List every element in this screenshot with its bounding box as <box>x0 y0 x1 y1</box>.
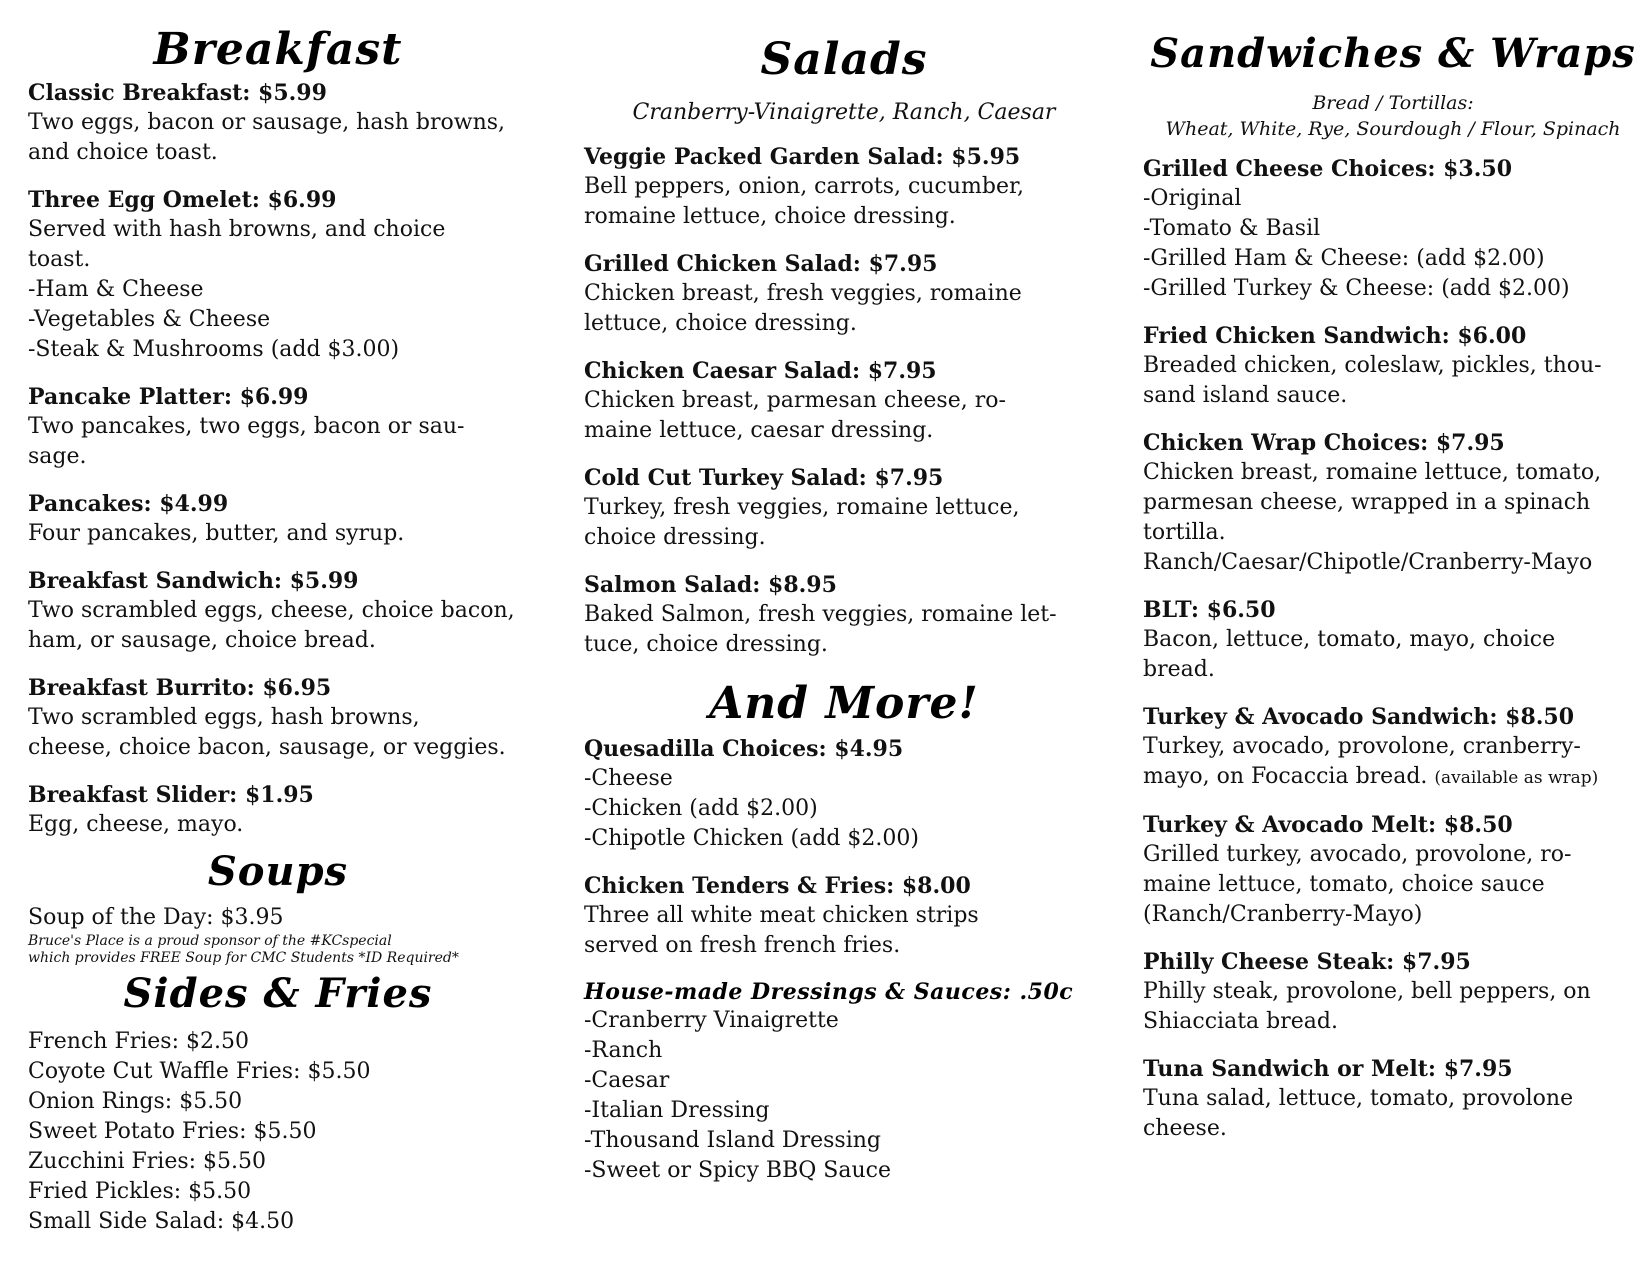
dressing-item: -Sweet or Spicy BBQ Sauce <box>584 1158 891 1183</box>
menu-item <box>28 78 528 168</box>
menu-item-line: Turkey, avocado, provolone, cranberry- <box>1143 734 1581 759</box>
menu-item-name: Breakfast Sandwich: $5.99 <box>28 568 359 594</box>
sides-heading: Sides & Fries <box>123 970 433 1017</box>
side-item: Sweet Potato Fries: $5.50 <box>28 1119 317 1144</box>
menu-item-name: Pancakes: $4.99 <box>28 491 229 517</box>
soup-note-1: Bruce's Place is a proud sponsor of the #KCspecial <box>28 933 392 949</box>
more-list <box>584 734 1104 961</box>
soup-of-the-day: Soup of the Day: $3.95 <box>28 905 284 930</box>
menu-item-line: -Original <box>1143 186 1242 211</box>
menu-item-line: ham, or sausage, choice bread. <box>28 628 376 653</box>
side-item: Small Side Salad: $4.50 <box>28 1209 295 1234</box>
menu-item-line: Two pancakes, two eggs, bacon or sau- <box>28 414 465 439</box>
salads-column <box>584 0 1104 1186</box>
menu-item-name: Turkey & Avocado Melt: $8.50 <box>1143 812 1513 838</box>
menu-item <box>28 489 528 549</box>
menu-item <box>28 185 528 365</box>
side-item: Coyote Cut Waffle Fries: $5.50 <box>28 1059 371 1084</box>
menu-item <box>28 566 528 656</box>
bread-options: Wheat, White, Rye, Sourdough / Flour, Spinach <box>1165 118 1621 140</box>
menu-item-line: sand island sauce. <box>1143 383 1348 408</box>
menu-item-name: Classic Breakfast: $5.99 <box>28 80 327 106</box>
menu-item-line: -Vegetables & Cheese <box>28 307 271 332</box>
salads-heading: Salads <box>760 34 928 85</box>
menu-item-name: Turkey & Avocado Sandwich: $8.50 <box>1143 704 1575 730</box>
salads-list <box>584 142 1104 660</box>
menu-item-line: -Ham & Cheese <box>28 277 204 302</box>
menu-item-line: choice dressing. <box>584 525 766 550</box>
menu-item-name: Chicken Caesar Salad: $7.95 <box>584 358 937 384</box>
menu-item-line: -Chicken (add $2.00) <box>584 796 818 821</box>
menu-item-name: BLT: $6.50 <box>1143 597 1276 623</box>
dressing-item: -Italian Dressing <box>584 1098 770 1123</box>
menu-item-name: Breakfast Burrito: $6.95 <box>28 675 332 701</box>
menu-item-line: -Tomato & Basil <box>1143 216 1321 241</box>
soup-note-2: which provides FREE Soup for CMC Students *ID Required* <box>28 950 459 966</box>
menu-item-name: Veggie Packed Garden Salad: $5.95 <box>584 144 1021 170</box>
menu-item <box>584 734 1104 854</box>
menu-item-line: Turkey, fresh veggies, romaine lettuce, <box>584 495 1020 520</box>
menu-item-line: -Steak & Mushrooms (add $3.00) <box>28 337 400 362</box>
menu-item-name: Grilled Chicken Salad: $7.95 <box>584 251 938 277</box>
menu-item-line: Bacon, lettuce, tomato, mayo, choice <box>1143 627 1556 652</box>
sides-list <box>28 1027 528 1237</box>
breakfast-list <box>28 78 528 840</box>
menu-item <box>584 142 1104 232</box>
menu-item-line: Breaded chicken, coleslaw, pickles, thou- <box>1143 353 1602 378</box>
menu-item <box>1143 810 1643 930</box>
dressing-item: -Caesar <box>584 1068 670 1093</box>
side-item: Onion Rings: $5.50 <box>28 1089 243 1114</box>
side-item: Zucchini Fries: $5.50 <box>28 1149 267 1174</box>
menu-item-line: Two scrambled eggs, cheese, choice bacon, <box>28 598 515 623</box>
menu-item-line: Egg, cheese, mayo. <box>28 812 244 837</box>
salads-subtitle: Cranberry-Vinaigrette, Ranch, Caesar <box>632 100 1056 125</box>
side-item: French Fries: $2.50 <box>28 1029 249 1054</box>
dressings-heading: House-made Dressings & Sauces: .50c <box>584 979 1074 1005</box>
menu-item-line: -Chipotle Chicken (add $2.00) <box>584 826 919 851</box>
menu-item <box>28 780 528 840</box>
dressing-item: -Ranch <box>584 1038 663 1063</box>
menu-item-line <box>1143 762 1643 793</box>
menu-item <box>584 356 1104 446</box>
menu-item <box>1143 947 1643 1037</box>
menu-item <box>28 382 528 472</box>
menu-item-line: maine lettuce, tomato, choice sauce <box>1143 872 1545 897</box>
menu-item-line: tuce, choice dressing. <box>584 632 828 657</box>
menu-item-name: Chicken Wrap Choices: $7.95 <box>1143 430 1505 456</box>
soups-section <box>28 903 528 967</box>
menu-item-name: Cold Cut Turkey Salad: $7.95 <box>584 465 944 491</box>
menu-item-name: Chicken Tenders & Fries: $8.00 <box>584 873 971 899</box>
menu-item <box>1143 595 1643 685</box>
menu-item-line: lettuce, choice dressing. <box>584 311 857 336</box>
menu-item-line: parmesan cheese, wrapped in a spinach <box>1143 490 1591 515</box>
menu-item <box>584 570 1104 660</box>
dressings-list <box>584 1006 1104 1186</box>
menu-item <box>1143 321 1643 411</box>
menu-item <box>1143 702 1643 793</box>
menu-item-line: -Grilled Ham & Cheese: (add $2.00) <box>1143 246 1545 271</box>
menu-item-line: and choice toast. <box>28 140 218 165</box>
side-item: Fried Pickles: $5.50 <box>28 1179 252 1204</box>
menu-item-line: sage. <box>28 444 87 469</box>
breakfast-heading: Breakfast <box>153 24 403 75</box>
menu-item-line: Baked Salmon, fresh veggies, romaine let- <box>584 602 1057 627</box>
menu-item <box>584 249 1104 339</box>
menu-item-line: Ranch/Caesar/Chipotle/Cranberry-Mayo <box>1143 550 1593 575</box>
menu-item-line: Two scrambled eggs, hash browns, <box>28 705 420 730</box>
menu-item-line: Three all white meat chicken strips <box>584 903 979 928</box>
menu-item <box>1143 428 1643 578</box>
sandwiches-column <box>1143 0 1643 1161</box>
menu-item <box>1143 154 1643 304</box>
menu-item-line: cheese, choice bacon, sausage, or veggies. <box>28 735 506 760</box>
menu-item-line: toast. <box>28 247 91 272</box>
menu-item-line: served on fresh french fries. <box>584 933 901 958</box>
menu-item-line: Grilled turkey, avocado, provolone, ro- <box>1143 842 1572 867</box>
dressing-item: -Cranberry Vinaigrette <box>584 1008 839 1033</box>
menu-item-line: bread. <box>1143 657 1215 682</box>
menu-item-line: Four pancakes, butter, and syrup. <box>28 521 405 546</box>
bread-label: Bread / Tortillas: <box>1312 92 1474 114</box>
menu-item-line: -Cheese <box>584 766 673 791</box>
sandwiches-heading: Sandwiches & Wraps <box>1150 30 1636 77</box>
menu-item-line: Chicken breast, fresh veggies, romaine <box>584 281 1022 306</box>
menu-item-line: Chicken breast, parmesan cheese, ro- <box>584 388 1006 413</box>
menu-item-name: Salmon Salad: $8.95 <box>584 572 837 598</box>
menu-item-text: mayo, on Focaccia bread. <box>1143 764 1428 789</box>
soups-heading: Soups <box>207 848 349 895</box>
dressing-item: -Thousand Island Dressing <box>584 1128 881 1153</box>
menu-item-note: (available as wrap) <box>1434 768 1599 788</box>
menu-item-line: Bell peppers, onion, carrots, cucumber, <box>584 174 1025 199</box>
menu-item-line: Shiacciata bread. <box>1143 1009 1338 1034</box>
menu-item-line: Two eggs, bacon or sausage, hash browns, <box>28 110 506 135</box>
menu-item-name: Pancake Platter: $6.99 <box>28 384 309 410</box>
menu-item-name: Tuna Sandwich or Melt: $7.95 <box>1143 1056 1513 1082</box>
menu-item-line: tortilla. <box>1143 520 1226 545</box>
menu-item-name: Philly Cheese Steak: $7.95 <box>1143 949 1471 975</box>
breakfast-column <box>28 0 528 1237</box>
menu-item-name: Fried Chicken Sandwich: $6.00 <box>1143 323 1527 349</box>
menu-item-name: Breakfast Slider: $1.95 <box>28 782 314 808</box>
menu-item-line: -Grilled Turkey & Cheese: (add $2.00) <box>1143 276 1570 301</box>
menu-item <box>1143 1054 1643 1144</box>
menu-item-name: Grilled Cheese Choices: $3.50 <box>1143 156 1513 182</box>
menu-item <box>584 871 1104 961</box>
menu-item <box>584 463 1104 553</box>
sandwiches-list <box>1143 154 1643 1144</box>
menu-item-line: cheese. <box>1143 1116 1227 1141</box>
menu-item-name: Quesadilla Choices: $4.95 <box>584 736 904 762</box>
more-heading: And More! <box>709 678 979 729</box>
menu-item-line: Served with hash browns, and choice <box>28 217 446 242</box>
menu-item-line: romaine lettuce, choice dressing. <box>584 204 956 229</box>
menu-item-line: Tuna salad, lettuce, tomato, provolone <box>1143 1086 1574 1111</box>
menu-item-line: (Ranch/Cranberry-Mayo) <box>1143 902 1423 927</box>
menu-item-line: Chicken breast, romaine lettuce, tomato, <box>1143 460 1602 485</box>
menu-item <box>28 673 528 763</box>
menu-item-name: Three Egg Omelet: $6.99 <box>28 187 337 213</box>
menu-item-line: maine lettuce, caesar dressing. <box>584 418 934 443</box>
menu-item-line: Philly steak, provolone, bell peppers, on <box>1143 979 1591 1004</box>
